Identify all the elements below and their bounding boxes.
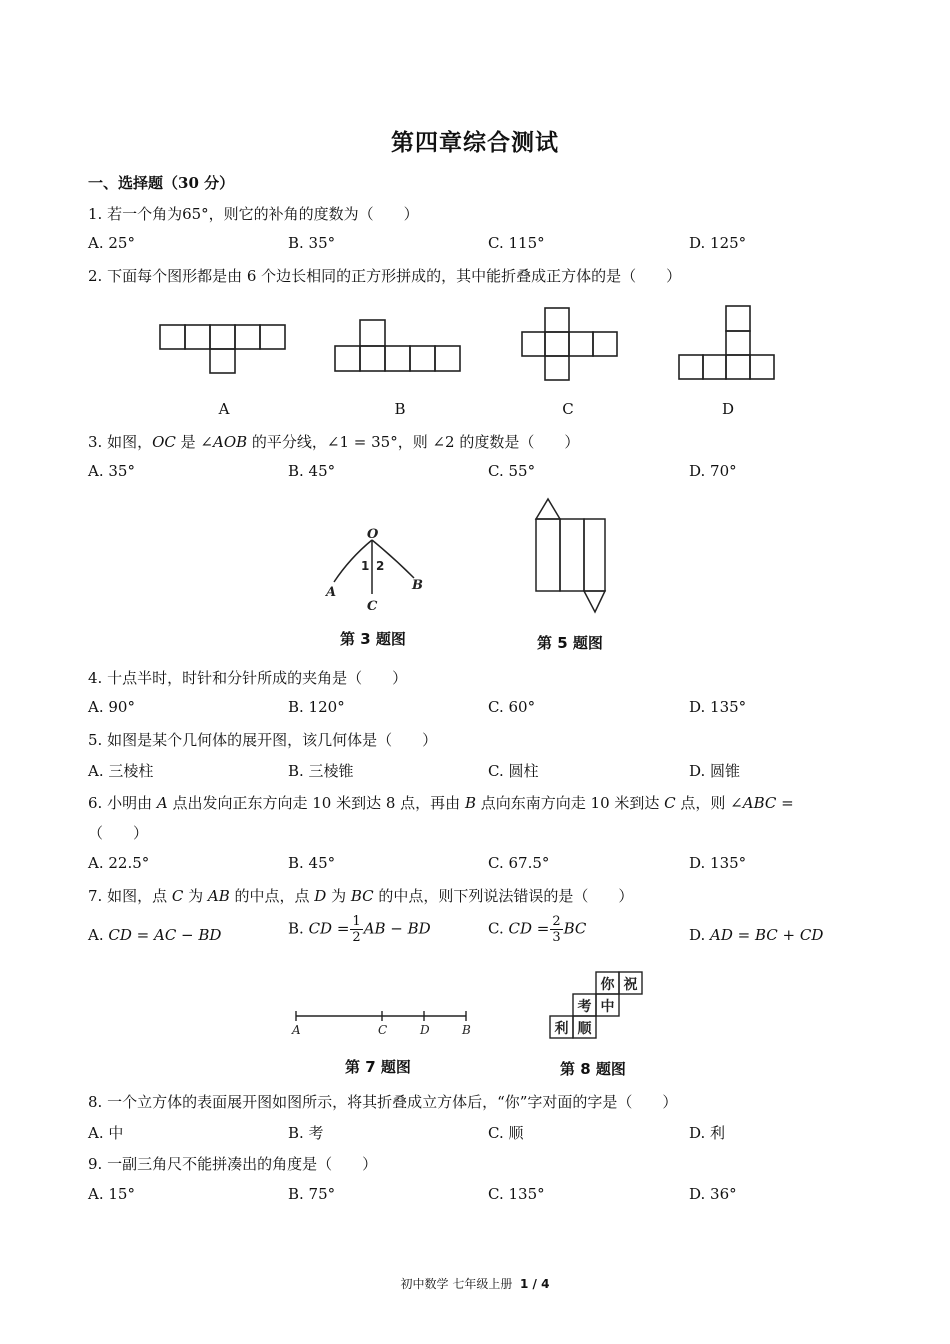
fig8-cell-zhu: 祝 — [623, 977, 638, 993]
q1-option-c: C. 115° — [488, 234, 545, 252]
q3-option-a: A. 35° — [88, 462, 135, 480]
fig3-label-c: C — [367, 599, 378, 614]
fig8-cell-li: 利 — [554, 1021, 569, 1037]
figure-3-caption: 第 3 题图 — [340, 630, 406, 648]
q4-option-a: A. 90° — [88, 698, 135, 716]
q9-option-a: A. 15° — [88, 1185, 135, 1203]
question-8-stem: 8. 一个立方体的表面展开图如图所示，将其折叠成立方体后，“你”字对面的字是（ ） — [88, 1093, 678, 1111]
question-1-stem: 1. 若一个角为65°，则它的补角的度数为（ ） — [88, 205, 419, 223]
q1-option-b: B. 35° — [288, 234, 336, 252]
q1-option-a: A. 25° — [88, 234, 135, 252]
q2-label-a: A — [218, 400, 230, 418]
q9-option-c: C. 135° — [488, 1185, 545, 1203]
question-2-stem: 2. 下面每个图形都是由 6 个边长相同的正方形拼成的，其中能折叠成正方体的是（ ） — [88, 267, 682, 285]
q3-option-d: D. 70° — [689, 462, 737, 480]
q2-label-d: D — [721, 400, 735, 418]
q2-net-a — [158, 323, 288, 383]
question-5-stem: 5. 如图是某个几何体的展开图，该几何体是（ ） — [88, 731, 438, 749]
figure-8-caption: 第 8 题图 — [560, 1060, 626, 1078]
q6-option-d: D. 135° — [689, 854, 747, 872]
page-title: 第四章综合测试 — [391, 129, 559, 156]
fig7-label-b: B — [462, 1023, 471, 1037]
q2-label-b: B — [394, 400, 406, 418]
q2-net-c — [520, 306, 620, 382]
fig3-label-2: 2 — [376, 559, 385, 573]
figure-5-caption: 第 5 题图 — [537, 634, 603, 652]
page-footer — [0, 1275, 950, 1292]
question-4-stem: 4. 十点半时，时针和分针所成的夹角是（ ） — [88, 669, 408, 687]
fig8-cell-zhong: 中 — [600, 999, 615, 1015]
fig7-label-c: C — [378, 1023, 388, 1037]
fig3-label-a: A — [326, 585, 337, 600]
footer-text: 初中数学 七年级上册 — [400, 1277, 513, 1291]
page-number: 1 / 4 — [520, 1277, 550, 1291]
q7-option-b: B. CD = $\frac{1}{2}$ AB − BD — [288, 914, 431, 945]
fig7-label-a: A — [292, 1023, 301, 1037]
figure-8-net — [548, 970, 648, 1042]
q8-option-a: A. 中 — [88, 1124, 124, 1142]
figure-3-angle — [322, 526, 432, 616]
q9-option-d: D. 36° — [689, 1185, 737, 1203]
fig3-label-b: B — [412, 578, 423, 593]
q4-option-c: C. 60° — [488, 698, 536, 716]
q5-option-c: C. 圆柱 — [488, 762, 539, 780]
q5-option-a: A. 三棱柱 — [88, 762, 154, 780]
figure-5-net — [532, 495, 612, 620]
q2-net-b — [333, 318, 463, 374]
question-3-stem: 3. 如图，OC 是 ∠AOB 的平分线，∠1 = 35°，则 ∠2 的度数是（ ） — [88, 433, 580, 451]
q7-option-d: D. AD = BC + CD — [689, 926, 824, 944]
q3-option-b: B. 45° — [288, 462, 336, 480]
figure-7-caption: 第 7 题图 — [345, 1058, 411, 1076]
q4-option-b: B. 120° — [288, 698, 345, 716]
section-heading: 一、选择题（30 分） — [88, 174, 235, 192]
question-9-stem: 9. 一副三角尺不能拼凑出的角度是（ ） — [88, 1155, 378, 1173]
fig8-cell-shun: 顺 — [577, 1021, 592, 1037]
q4-option-d: D. 135° — [689, 698, 747, 716]
fig8-cell-ni: 你 — [600, 977, 615, 993]
q1-option-d: D. 125° — [689, 234, 747, 252]
q2-label-c: C — [562, 400, 574, 418]
q6-option-c: C. 67.5° — [488, 854, 550, 872]
q3-option-c: C. 55° — [488, 462, 536, 480]
q7-option-a: A. CD = AC − BD — [88, 926, 222, 944]
q9-option-b: B. 75° — [288, 1185, 336, 1203]
fig8-cell-kao: 考 — [577, 999, 592, 1015]
q2-net-d — [677, 304, 777, 382]
fig7-label-d: D — [420, 1023, 430, 1037]
q6-option-b: B. 45° — [288, 854, 336, 872]
q7-option-c: C. CD = $\frac{2}{3}$ BC — [488, 914, 587, 945]
q8-option-d: D. 利 — [689, 1124, 726, 1142]
figure-7-segment — [290, 1008, 480, 1038]
fig3-label-1: 1 — [361, 559, 370, 573]
question-6-stem: 6. 小明由 A 点出发向正东方向走 10 米到达 8 点，再由 B 点向东南方向走 10 米到达 C 点，则 ∠ABC = — [88, 794, 794, 812]
q6-option-a: A. 22.5° — [88, 854, 150, 872]
q5-option-d: D. 圆锥 — [689, 762, 741, 780]
q8-option-b: B. 考 — [288, 1124, 324, 1142]
fig3-label-o: O — [367, 527, 379, 542]
q8-option-c: C. 顺 — [488, 1124, 524, 1142]
question-7-stem: 7. 如图，点 C 为 AB 的中点，点 D 为 BC 的中点，则下列说法错误的是（ ） — [88, 887, 634, 905]
question-6-stem-line2: （ ） — [88, 824, 149, 842]
q5-option-b: B. 三棱锥 — [288, 762, 354, 780]
